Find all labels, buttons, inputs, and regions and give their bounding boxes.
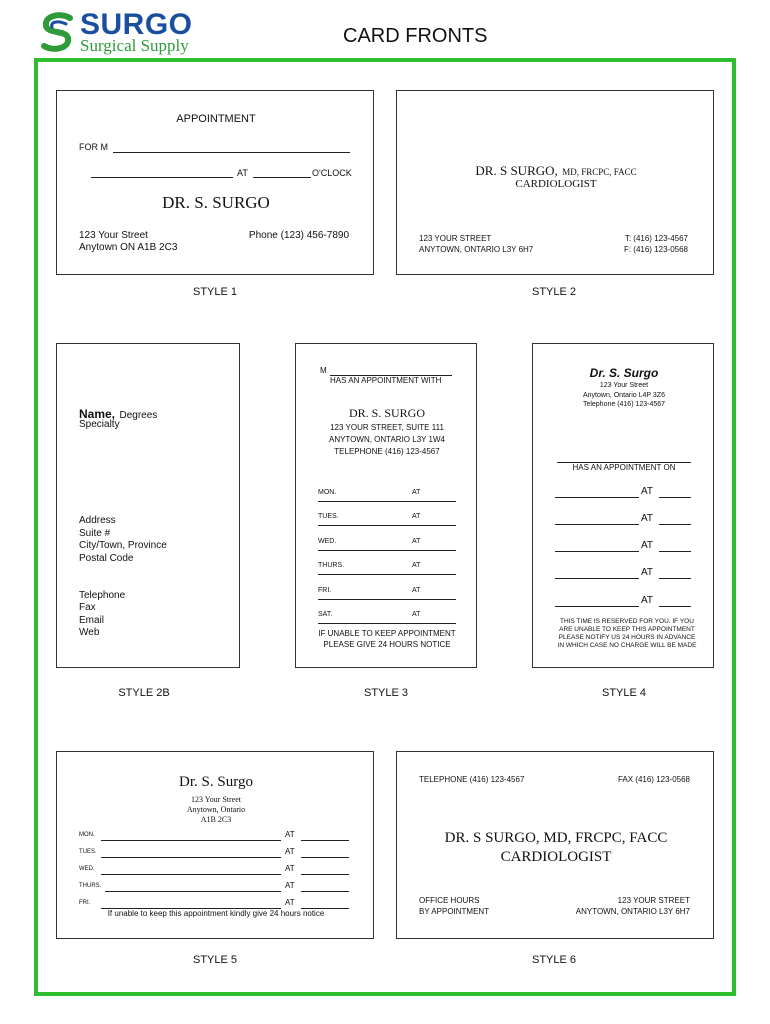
card1-phone: Phone (123) 456-7890 [248, 230, 349, 241]
style-3-label: STYLE 3 [363, 687, 409, 699]
card5-day-line [105, 891, 281, 892]
card4-time-line [659, 524, 691, 525]
card-style-4 [532, 343, 714, 668]
card6-name: DR. S SURGO, MD, FRCPC, FACC [444, 830, 668, 846]
style-5-label: STYLE 5 [192, 954, 238, 966]
card-style-1 [56, 90, 374, 275]
card6-telephone: TELEPHONE (416) 123-4567 [419, 775, 525, 784]
card3-day: TUES. [318, 513, 339, 520]
card3-has-appt: HAS AN APPOINTMENT WITH [330, 376, 442, 385]
card5-address3: A1B 2C3 [200, 815, 232, 824]
card4-address2: Anytown, Ontario L4P 3Z6 [583, 392, 665, 399]
card2-phone-t: T: (416) 123-4567 [624, 234, 688, 243]
card5-address1: 123 Your Street [190, 795, 241, 804]
card2b-postal: Postal Code [79, 553, 134, 564]
card3-day-row [318, 562, 456, 575]
card3-telephone: TELEPHONE (416) 123-4567 [334, 447, 440, 456]
card1-address1: 123 Your Street [79, 230, 148, 241]
card1-heading: APPOINTMENT [176, 113, 256, 125]
card4-telephone: Telephone (416) 123-4567 [582, 401, 666, 408]
card4-slot-row [555, 595, 695, 609]
card1-oclock-label: O'CLOCK [312, 168, 352, 178]
card3-notice1: IF UNABLE TO KEEP APPOINTMENT [318, 629, 456, 638]
card5-day-row [79, 847, 351, 859]
card-style-2 [396, 90, 714, 275]
style-1-label: STYLE 1 [192, 286, 238, 298]
card5-time-line [301, 874, 349, 875]
card3-m-label: M [320, 366, 327, 375]
card4-slot-row [555, 513, 695, 527]
card2-credentials: MD, FRCPC, FACC [562, 167, 637, 177]
card4-notice-line: IN WHICH CASE NO CHARGE WILL BE MADE [557, 642, 697, 649]
card4-time-line [659, 578, 691, 579]
card4-notice-line: ARE UNABLE TO KEEP THIS APPOINTMENT [559, 626, 695, 633]
card3-at: AT [412, 538, 421, 545]
card3-name: DR. S. SURGO [348, 406, 426, 420]
card3-day-row [318, 587, 456, 600]
card4-notice-line: THIS TIME IS RESERVED FOR YOU. IF YOU [560, 618, 694, 625]
card4-at: AT [641, 513, 654, 524]
card3-address2: ANYTOWN, ONTARIO L3Y 1W4 [328, 435, 446, 444]
card3-at: AT [412, 587, 421, 594]
card3-day: WED. [318, 538, 337, 545]
card2-phone-f: F: (416) 123-0568 [623, 245, 688, 254]
card3-at: AT [412, 513, 421, 520]
card5-at: AT [285, 847, 295, 856]
card5-day-row [79, 830, 351, 842]
card4-at: AT [641, 486, 654, 497]
card4-date-line [555, 497, 639, 498]
card2-specialty: CARDIOLOGIST [515, 178, 597, 190]
card6-specialty: CARDIOLOGIST [500, 849, 612, 865]
card3-day: THURS. [318, 562, 345, 569]
card3-notice2: PLEASE GIVE 24 HOURS NOTICE [323, 640, 451, 649]
card5-at: AT [285, 898, 295, 907]
card4-at: AT [641, 567, 654, 578]
card2b-city: City/Town, Province [79, 540, 167, 551]
card4-date-line [555, 551, 639, 552]
card3-day-row [318, 489, 456, 502]
card4-slot-row [555, 486, 695, 500]
card5-day-line [101, 874, 281, 875]
card4-name: Dr. S. Surgo [589, 366, 659, 380]
card5-time-line [301, 891, 349, 892]
style-6-label: STYLE 6 [531, 954, 577, 966]
card4-slot-row [555, 540, 695, 554]
card4-time-line [659, 606, 691, 607]
card2b-name: Name, [79, 407, 116, 421]
page-title: CARD FRONTS [343, 25, 488, 47]
card5-time-line [301, 840, 349, 841]
card6-fax: FAX (416) 123-0568 [617, 775, 690, 784]
card3-address1: 123 YOUR STREET, SUITE 111 [330, 423, 444, 432]
card4-time-line [659, 497, 691, 498]
card5-at: AT [285, 864, 295, 873]
card5-day: WED. [79, 866, 95, 872]
card3-day-row [318, 611, 456, 624]
logo-sub-text: Surgical Supply [80, 36, 189, 55]
card6-address1: 123 YOUR STREET [617, 896, 690, 905]
card5-at: AT [285, 881, 295, 890]
card5-day-line [101, 840, 281, 841]
card1-time-line [253, 177, 311, 178]
card6-hours2: BY APPOINTMENT [419, 907, 490, 916]
card3-at: AT [412, 562, 421, 569]
card4-address1: 123 Your Street [599, 382, 649, 389]
card2b-fax: Fax [79, 602, 96, 613]
card3-at: AT [412, 489, 421, 496]
card5-name: Dr. S. Surgo [179, 774, 253, 790]
style-4-label: STYLE 4 [601, 687, 647, 699]
style-2b-label: STYLE 2B [118, 687, 170, 699]
card5-day: FRI. [79, 900, 91, 906]
card2b-web: Web [79, 627, 100, 638]
card5-address2: Anytown, Ontario [186, 805, 246, 814]
card2b-address: Address [79, 515, 116, 526]
logo-main-text: SURGO [80, 8, 193, 41]
card6-address2: ANYTOWN, ONTARIO L3Y 6H7 [575, 907, 690, 916]
logo-mark-icon [36, 10, 80, 54]
card2b-telephone: Telephone [79, 590, 126, 601]
card4-time-line [659, 551, 691, 552]
card2b-specialty: Specialty [79, 419, 120, 430]
card2-name: DR. S SURGO, [475, 163, 558, 178]
card5-day: MON. [79, 832, 95, 838]
card5-day-line [101, 857, 281, 858]
card5-day: THURS. [79, 883, 102, 889]
card5-day-row [79, 881, 351, 893]
card3-day: MON. [318, 489, 337, 496]
logo [36, 8, 196, 56]
card3-day: SAT. [318, 611, 333, 618]
card4-notice-line: PLEASE NOTIFY US 24 HOURS IN ADVANCE [558, 634, 696, 641]
card1-at-label: AT [237, 168, 248, 178]
card1-address2: Anytown ON A1B 2C3 [79, 242, 178, 253]
card5-day: TUES. [79, 849, 97, 855]
card1-name: DR. S. SURGO [162, 193, 270, 212]
card4-has-appt: HAS AN APPOINTMENT ON [572, 463, 676, 472]
card2b-suite: Suite # [79, 528, 111, 539]
style-2-label: STYLE 2 [531, 286, 577, 298]
card-style-3 [295, 343, 477, 668]
card4-slot-row [555, 567, 695, 581]
card4-at: AT [641, 595, 654, 606]
card5-at: AT [285, 830, 295, 839]
card4-date-line [555, 524, 639, 525]
card3-day-row [318, 538, 456, 551]
card4-at: AT [641, 540, 654, 551]
card3-day-row [318, 513, 456, 526]
card3-day: FRI. [318, 587, 332, 594]
card5-day-row [79, 864, 351, 876]
card6-hours1: OFFICE HOURS [419, 896, 480, 905]
card-style-5 [56, 751, 374, 939]
card2b-email: Email [79, 615, 105, 626]
card2b-degrees: Degrees [119, 410, 158, 421]
card4-notice [547, 618, 707, 650]
card2-address2: ANYTOWN, ONTARIO L3Y 6H7 [419, 245, 534, 254]
card1-date-line [91, 177, 233, 178]
card1-for-line [113, 152, 350, 153]
card-style-2b [56, 343, 240, 668]
card5-notice: If unable to keep this appointment kindly give 24 hours notice [107, 909, 325, 918]
card4-date-line [555, 578, 639, 579]
card4-date-line [555, 606, 639, 607]
card2-address1: 123 YOUR STREET [419, 234, 492, 243]
card3-at: AT [412, 611, 421, 618]
card5-time-line [301, 857, 349, 858]
card-style-6 [396, 751, 714, 939]
card1-for-label: FOR M [79, 142, 108, 152]
